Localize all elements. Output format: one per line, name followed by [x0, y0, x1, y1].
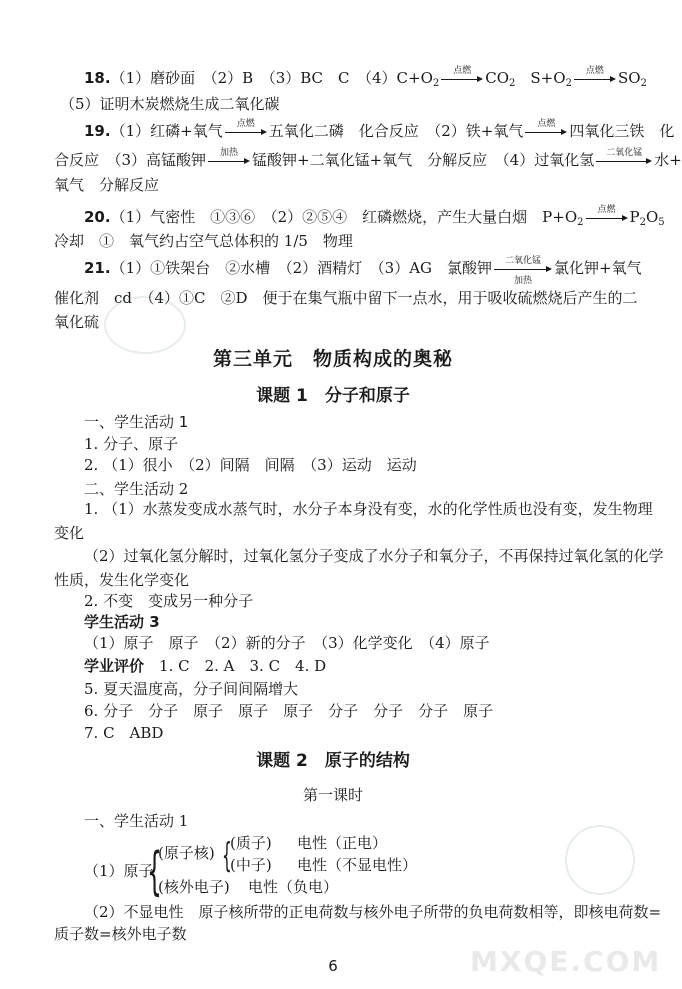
- q18-arrow2-icon: [574, 66, 616, 86]
- q21-line1: [84, 256, 642, 286]
- page-number: 6: [328, 957, 338, 975]
- outer-brace-icon: {: [147, 842, 162, 902]
- topic1-section2: 二、学生活动 2: [84, 480, 189, 498]
- topic1-a1: 1. 分子、原子: [84, 435, 179, 453]
- q19-l2c: 水+: [654, 151, 682, 169]
- q20-number: 20.: [84, 208, 111, 226]
- topic1-c1: （1）原子 原子 （2）新的分子 （3）化学变化 （4）原子: [84, 634, 490, 652]
- q20-line2: 冷却 ① 氧气约占空气总体积的 1/5 物理: [54, 232, 353, 250]
- q19-b: 五氧化二磷 化合反应 （2）铁+氧气: [268, 122, 524, 140]
- topic1-a2: 2. （1）很小 （2）间隔 间隔 （3）运动 运动: [84, 456, 417, 474]
- topic1-eval: [84, 656, 326, 676]
- nucleus-label: (原子核): [158, 844, 215, 862]
- q21-number: 21.: [84, 259, 111, 277]
- q19-arrow3-icon: [208, 148, 250, 168]
- unit-title: 第三单元 物质构成的奥秘: [212, 348, 453, 370]
- q19-line2: [54, 150, 682, 170]
- q19-l2a: 合反应 （3）高锰酸钾: [54, 151, 207, 169]
- topic1-b3: 2. 不变 变成另一种分子: [84, 592, 254, 610]
- q20-o2-sub: 2: [577, 217, 584, 228]
- q19-arrow3-label: 加热: [220, 148, 239, 158]
- q18-s-o2: S+O: [515, 69, 566, 87]
- q18-arrow-label: 点燃: [453, 66, 472, 76]
- q21-arrow-icon: [494, 256, 552, 286]
- q18-o2-sub: 2: [432, 78, 440, 89]
- q18-arrow-icon: [441, 66, 483, 86]
- eval-label: 学业评价: [84, 657, 145, 675]
- topic1-d7: 7. C ABD: [84, 724, 164, 742]
- topic1-b1a: 1. （1）水蒸发变成水蒸气时，水分子本身没有变，水的化学性质也没有变，发生物理: [84, 500, 653, 518]
- neutron-label: (中子): [230, 856, 272, 874]
- inner-brace-icon: {: [222, 836, 232, 876]
- q19-arrow1-icon: [225, 119, 267, 139]
- topic1-b1b: 变化: [54, 524, 85, 542]
- q18-so2: SO: [617, 69, 641, 87]
- q19-arrow4-label: 二氧化锰: [606, 148, 643, 158]
- topic1-b2b: 性质，发生化学变化: [54, 571, 190, 589]
- topic1-section1: 一、学生活动 1: [84, 413, 189, 431]
- q20-arrow-label: 点燃: [597, 205, 616, 215]
- q19-arrow4-icon: [596, 148, 652, 168]
- atom-prefix: （1）原子: [84, 862, 154, 880]
- q19-number: 19.: [84, 122, 111, 140]
- q21-b: 氯化钾+氧气: [554, 259, 642, 277]
- q18-co2: CO: [485, 69, 510, 87]
- q18-co2-sub: 2: [509, 78, 516, 89]
- topic1-d6: 6. 分子 分子 原子 原子 原子 分子 分子 分子 原子: [84, 702, 494, 720]
- electron-charge: 电性（负电）: [248, 878, 339, 896]
- neutron-charge: 电性（不显电性）: [297, 856, 418, 874]
- q19-arrow2-label: 点燃: [537, 119, 556, 129]
- q19-l2b: 锰酸钾+二氧化锰+氧气 分解反应 （4）过氧化氢: [252, 151, 595, 169]
- topic1-section3: 学生活动 3: [84, 613, 160, 631]
- q19-c: 四氧化三铁 化: [569, 122, 675, 140]
- topic1-b2a: （2）过氧化氢分解时，过氧化氢分子变成了水分子和氧分子，不再保持过氧化氢的化学: [84, 547, 664, 565]
- electron-label: (核外电子): [158, 878, 230, 896]
- q18-s-o2-sub: 2: [565, 78, 572, 89]
- eval-text: 1. C 2. A 3. C 4. D: [159, 657, 327, 675]
- proton-charge: 电性（正电）: [297, 834, 388, 852]
- q18-text: （1）磨砂面 （2）B （3）BC C （4）C+O: [110, 69, 433, 87]
- q18-arrow2-label: 点燃: [585, 66, 604, 76]
- topic2-e2a: （2）不显电性 原子核所带的正电荷数与核外电子所带的负电荷数相等，即核电荷数=: [84, 903, 662, 921]
- topic1-d5: 5. 夏天温度高，分子间间隔增大: [84, 680, 299, 698]
- q19-a: （1）红磷+氧气: [110, 122, 223, 140]
- q20-a: （1）气密性 ①③⑥ （2）②⑤④ 红磷燃烧，产生大量白烟 P+O: [110, 208, 578, 226]
- proton-label: (质子): [230, 834, 272, 852]
- q19-arrow2-icon: [525, 119, 567, 139]
- q18-line2: （5）证明木炭燃烧生成二氧化碳: [60, 95, 280, 113]
- q20-arrow-icon: [586, 205, 628, 225]
- q19-arrow1-label: 点燃: [236, 119, 255, 129]
- q21-arrow-top: 二氧化锰: [505, 256, 542, 266]
- q20-line1: 20.（1）气密性 ①③⑥ （2）②⑤④ 红磷燃烧，产生大量白烟 $P+O_2$ 点燃 $P_2O_5$: [84, 205, 665, 228]
- topic2-title: 课题 2 原子的结构: [256, 751, 410, 771]
- q20-p: P: [629, 208, 640, 226]
- q19-line3: 氧气 分解反应: [54, 176, 160, 194]
- watermark-stamp2-icon: [560, 820, 640, 900]
- q18-number: 18.: [84, 69, 111, 87]
- topic1-title: 课题 1 分子和原子: [256, 386, 410, 406]
- watermark-text: MXQE.COM: [470, 945, 662, 978]
- q21-line3: 氧化硫: [54, 313, 100, 331]
- topic2-e2b: 质子数=核外电子数: [54, 925, 187, 943]
- q21-arrow-bot: 加热: [514, 276, 533, 286]
- watermark-stamp-icon: [100, 290, 190, 360]
- q18-so2-sub: 2: [640, 78, 647, 89]
- q21-a: （1）①铁架台 ②水槽 （2）酒精灯 （3）AG 氯酸钾: [110, 259, 493, 277]
- q18-line1: [84, 68, 647, 88]
- q21-line2: 催化剂 cd （4）①C ②D 便于在集气瓶中留下一点水，用于吸收硫燃烧后产生的二: [54, 289, 638, 307]
- q20-p-sub: 2: [639, 217, 646, 228]
- topic2-section1: 一、学生活动 1: [84, 812, 189, 830]
- q20-o-sub: 5: [658, 217, 665, 228]
- topic2-lesson: 第一课时: [302, 786, 363, 804]
- q19-line1: [84, 121, 674, 141]
